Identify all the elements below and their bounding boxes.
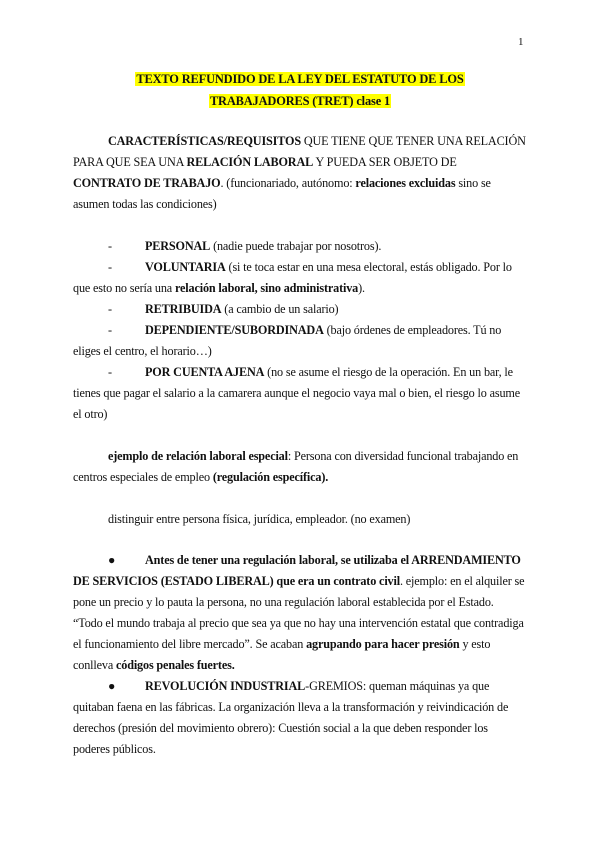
list-item-cuenta-ajena: - POR CUENTA AJENA (no se asume el riesgo de la operación. En un bar, le tienes que pagar el salario a la camarera aunque el negocio vaya mal o bien, el riesgo lo asume el otro)	[73, 365, 520, 421]
ejemplo-paragraph: ejemplo de relación laboral especial: Persona con diversidad funcional trabajando en centros especiales de empleo (regulación específica).	[73, 449, 519, 484]
circle-item-revolucion: ● REVOLUCIÓN INDUSTRIAL-GREMIOS: queman máquinas ya que quitaban faena en las fábricas. La organización lleva a la transformación y reivindicación de derechos (presión del movimiento obrero): Cuestión social a la que deben responder los poderes públicos.	[73, 679, 509, 756]
list-item-dependiente: - DEPENDIENTE/SUBORDINADA (bajo órdenes de empleadores. Tú no eliges el centro, el horario…)	[73, 323, 502, 358]
page-number: 1	[518, 36, 524, 48]
document-title-line1: TEXTO REFUNDIDO DE LA LEY DEL ESTATUTO DE LOS	[136, 72, 464, 86]
intro-paragraph: CARACTERÍSTICAS/REQUISITOS QUE TIENE QUE TENER UNA RELACIÓN PARA QUE SEA UNA RELACIÓN LABORAL Y PUEDA SER OBJETO DE CONTRATO DE TRABAJO. (funcionariado, autónomo: relaciones excluidas sino se asumen todas las condiciones)	[73, 134, 526, 211]
distinguir-paragraph: distinguir entre persona física, jurídica, empleador. (no examen)	[108, 512, 411, 526]
list-item-personal: - PERSONAL (nadie puede trabajar por nosotros).	[108, 239, 382, 253]
document-title-line2: TRABAJADORES (TRET) clase 1	[209, 94, 391, 108]
circle-item-antes: ● Antes de tener una regulación laboral, se utilizaba el ARRENDAMIENTO DE SERVICIOS (ESTADO LIBERAL) que era un contrato civil. ejemplo: en el alquiler se pone un precio y lo pauta la persona, no una regulación laboral establecida por el Estado. “Todo el mundo trabaja al precio que sea ya que no hay una intervención estatal que contradiga el funcionamiento del libre mercado”. Se acaban agrupando para hacer presión y esto conlleva códigos penales fuertes.	[73, 553, 525, 672]
list-item-voluntaria: - VOLUNTARIA (si te toca estar en una mesa electoral, estás obligado. Por lo que esto no sería una relación laboral, sino administrativa).	[73, 260, 512, 295]
list-item-retribuida: - RETRIBUIDA (a cambio de un salario)	[108, 302, 339, 316]
